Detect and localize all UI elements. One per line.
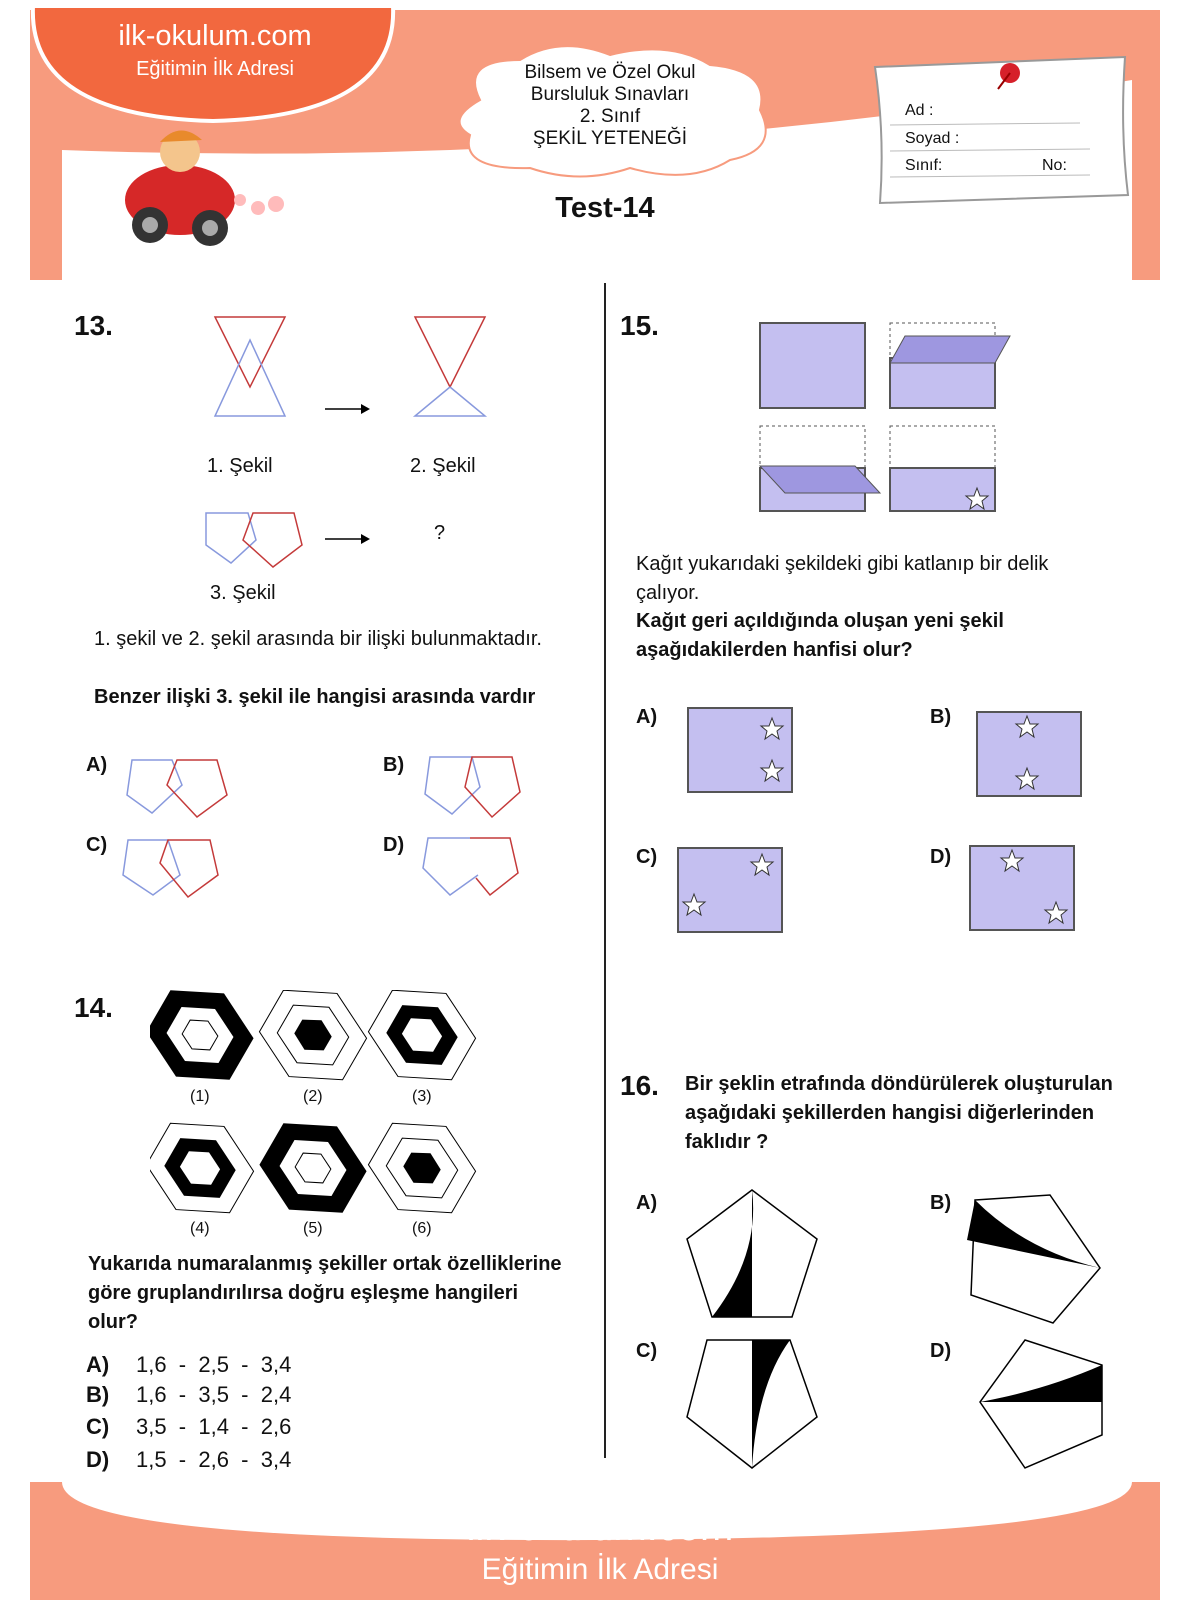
cloud-line-3: 2. Sınıf [579,106,641,127]
logo-subtitle: Eğitimin İlk Adresi [136,58,294,80]
q14-answer-c[interactable] [86,1414,292,1440]
q13-label-3: 3. Şekil [210,582,276,604]
q15-option-c[interactable]: C) [636,846,658,868]
q15-option-d[interactable]: D) [930,846,952,868]
hexagon-1-icon [150,990,266,1101]
q16-option-b[interactable]: B) [930,1192,952,1214]
q15-folding-steps [755,318,1030,518]
q15-option-d-figure[interactable] [968,844,1078,934]
q15-option-c-figure[interactable] [676,846,786,936]
q13-label-2: 2. Şekil [410,455,476,477]
q14-label-6: (6) [412,1220,432,1237]
q13-question: Benzer ilişki 3. şekil ile hangisi arasında vardır [94,686,536,708]
q14-answer-d-value: 1,5 - 2,6 - 3,4 [136,1447,292,1472]
card-soyad-label[interactable]: Soyad : [905,130,960,147]
q13-arrow-2 [325,532,370,546]
q13-option-a-figure[interactable] [122,755,232,820]
cloud-line-4: ŞEKİL YETENEĞİ [532,128,688,149]
cloud-text [480,62,740,150]
q15-question: Kağıt geri açıldığında oluşan yeni şekil aşağıdakilerden hanfisi olur? [636,610,1004,661]
q14-answer-b[interactable] [86,1382,292,1408]
q13-question-mark: ? [434,522,446,544]
q15-number: 15. [620,310,659,341]
q16-option-d-figure[interactable] [975,1335,1115,1475]
q15-option-a[interactable]: A) [636,706,658,728]
hexagon-5-icon [247,1102,378,1233]
q14-hexagons [150,990,490,1250]
q15-text: Kağıt yukarıdaki şekildeki gibi katlanıp bir delik çalıyor. [636,553,1049,604]
q15-option-b[interactable]: B) [930,706,952,728]
q13-label-1: 1. Şekil [207,455,273,477]
column-divider [604,283,606,1458]
q15-option-b-figure[interactable] [975,710,1085,800]
q16-option-b-figure[interactable] [965,1190,1105,1330]
test-title: Test-14 [555,192,655,224]
q13-arrow-1 [325,402,370,416]
q14-answer-d[interactable] [86,1447,292,1473]
hexagon-3-icon [356,990,487,1101]
paper-step-1 [760,323,865,408]
car-cartoon-icon [120,120,290,250]
q13-option-d-figure[interactable] [418,833,528,898]
q14-label-2: (2) [303,1088,323,1105]
q16-question: Bir şeklin etrafında döndürülerek oluşturulan aşağıdaki şekillerden hangisi diğerlerinden faklıdır ? [685,1073,1113,1153]
hexagon-6-icon [356,1102,487,1233]
q16-option-a[interactable]: A) [636,1192,658,1214]
q14-answer-b-value: 1,6 - 3,5 - 2,4 [136,1382,292,1407]
q14-label-5: (5) [303,1220,323,1237]
q14-answer-a[interactable] [86,1352,292,1378]
q14-question: Yukarıda numaralanmış şekiller ortak özelliklerine göre gruplandırılırsa doğru eşleşme hangileri olur? [88,1253,562,1333]
q14-label-4: (4) [190,1220,210,1237]
card-sinif-label[interactable]: Sınıf: [905,157,943,174]
q16-number: 16. [620,1070,659,1101]
q13-text: 1. şekil ve 2. şekil arasında bir ilişki bulunmaktadır. [94,628,542,650]
q13-number: 13. [74,310,113,341]
card-ad-label[interactable]: Ad : [905,102,934,119]
q14-answer-b-key: B) [86,1382,110,1407]
q13-option-c[interactable]: C) [86,834,108,856]
q16-option-c[interactable]: C) [636,1340,658,1362]
cloud-line-1: Bilsem ve Özel Okul [524,62,696,83]
q16-option-a-figure[interactable] [680,1185,820,1325]
q14-label-3: (3) [412,1088,432,1105]
q13-option-a[interactable]: A) [86,754,108,776]
q13-figure3 [198,505,308,575]
q14-answer-a-key: A) [86,1352,110,1377]
card-no-label[interactable]: No: [1042,157,1067,174]
q14-answer-d-key: D) [86,1447,110,1472]
footer-subtitle: Eğitimin İlk Adresi [481,1553,719,1586]
q14-answer-c-value: 3,5 - 1,4 - 2,6 [136,1414,292,1439]
footer-title[interactable]: ilk-okulum.com [466,1505,734,1549]
q16-option-d[interactable]: D) [930,1340,952,1362]
q13-option-d[interactable]: D) [383,834,405,856]
q14-answer-c-key: C) [86,1414,110,1439]
q16-option-c-figure[interactable] [682,1335,822,1475]
q13-option-c-figure[interactable] [118,835,228,900]
q14-answer-a-value: 1,6 - 2,5 - 3,4 [136,1352,292,1377]
hexagon-4-icon [150,1102,266,1233]
q14-label-1: (1) [190,1088,210,1105]
q13-option-b-figure[interactable] [420,752,530,822]
hexagon-2-icon [247,990,378,1101]
q14-number: 14. [74,992,113,1023]
q13-figure1 [205,312,295,422]
q13-figure2 [405,312,495,422]
logo-title[interactable]: ilk-okulum.com [118,20,312,52]
q15-option-a-figure[interactable] [686,706,796,796]
cloud-line-2: Bursluluk Sınavları [530,84,690,105]
q13-option-b[interactable]: B) [383,754,405,776]
